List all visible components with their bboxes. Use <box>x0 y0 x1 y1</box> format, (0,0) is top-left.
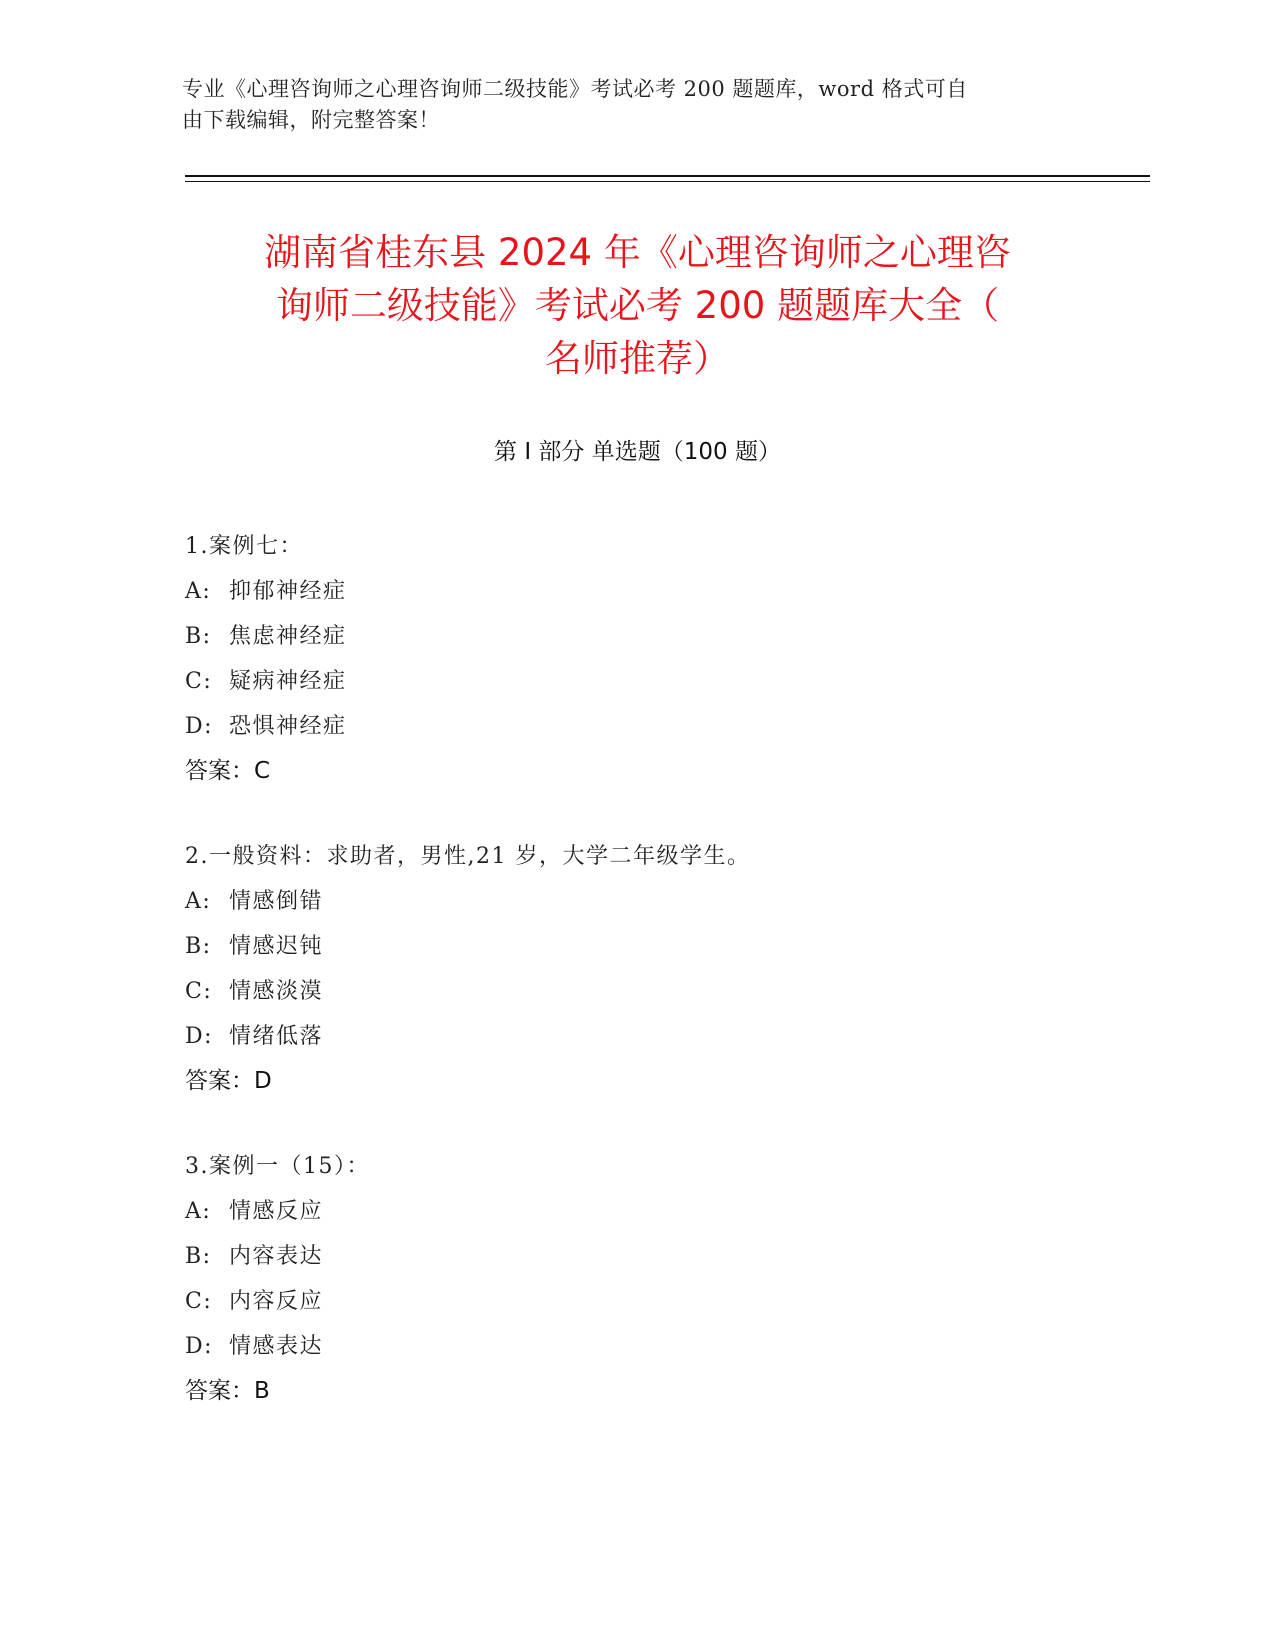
header-note <box>182 74 1062 136</box>
option-text: 恐惧神经症 <box>229 714 347 739</box>
option-key: D: <box>185 1024 214 1049</box>
option-text: 情感迟钝 <box>229 934 324 959</box>
option-c <box>185 969 1145 1014</box>
option-text: 情感反应 <box>229 1199 324 1224</box>
question-list <box>185 524 1145 1454</box>
page-title-line1: 湖南省桂东县 2024 年《心理咨询师之心理咨 <box>264 231 1011 274</box>
option-b <box>185 614 1145 659</box>
header-divider-thick <box>185 175 1150 177</box>
option-text: 内容反应 <box>229 1289 324 1314</box>
page-title <box>160 226 1115 385</box>
option-a <box>185 879 1145 924</box>
option-d <box>185 1324 1145 1369</box>
option-b <box>185 924 1145 969</box>
page-title-line3: 名师推荐） <box>545 337 730 380</box>
option-key: C: <box>185 979 213 1004</box>
answer-line: 答案：C <box>185 758 271 784</box>
option-text: 情感淡漠 <box>229 979 324 1004</box>
option-text: 疑病神经症 <box>229 669 347 694</box>
section-title: 第 I 部分 单选题（100 题） <box>494 439 781 465</box>
option-b <box>185 1234 1145 1279</box>
question-item <box>185 1144 1145 1414</box>
option-key: D: <box>185 1334 214 1359</box>
answer-line: 答案：B <box>185 1378 270 1404</box>
option-key: B: <box>185 1244 212 1269</box>
option-text: 焦虑神经症 <box>229 624 347 649</box>
option-key: A: <box>185 1199 212 1224</box>
option-key: A: <box>185 889 212 914</box>
option-a <box>185 569 1145 614</box>
option-text: 情绪低落 <box>229 1024 324 1049</box>
answer-line: 答案：D <box>185 1068 272 1094</box>
option-text: 内容表达 <box>229 1244 324 1269</box>
question-stem: 1.案例七： <box>185 534 303 559</box>
option-d <box>185 1014 1145 1059</box>
option-key: C: <box>185 669 213 694</box>
option-c <box>185 1279 1145 1324</box>
option-key: B: <box>185 934 212 959</box>
header-note-line2: 由下载编辑，附完整答案！ <box>182 108 440 132</box>
question-stem: 3.案例一（15）： <box>185 1154 370 1179</box>
page-title-line2: 询师二级技能》考试必考 200 题题库大全（ <box>275 284 1000 327</box>
option-text: 抑郁神经症 <box>229 579 347 604</box>
question-stem: 2.一般资料：求助者，男性,21 岁，大学二年级学生。 <box>185 844 751 869</box>
option-text: 情感倒错 <box>229 889 324 914</box>
header-divider-thin <box>185 181 1150 182</box>
header-note-line1: 专业《心理咨询师之心理咨询师二级技能》考试必考 200 题题库，word 格式可自 <box>182 77 968 101</box>
option-key: C: <box>185 1289 213 1314</box>
option-text: 情感表达 <box>229 1334 324 1359</box>
question-item <box>185 834 1145 1104</box>
option-key: B: <box>185 624 212 649</box>
option-c <box>185 659 1145 704</box>
question-item <box>185 524 1145 794</box>
option-key: A: <box>185 579 212 604</box>
option-a <box>185 1189 1145 1234</box>
option-key: D: <box>185 714 214 739</box>
option-d <box>185 704 1145 749</box>
